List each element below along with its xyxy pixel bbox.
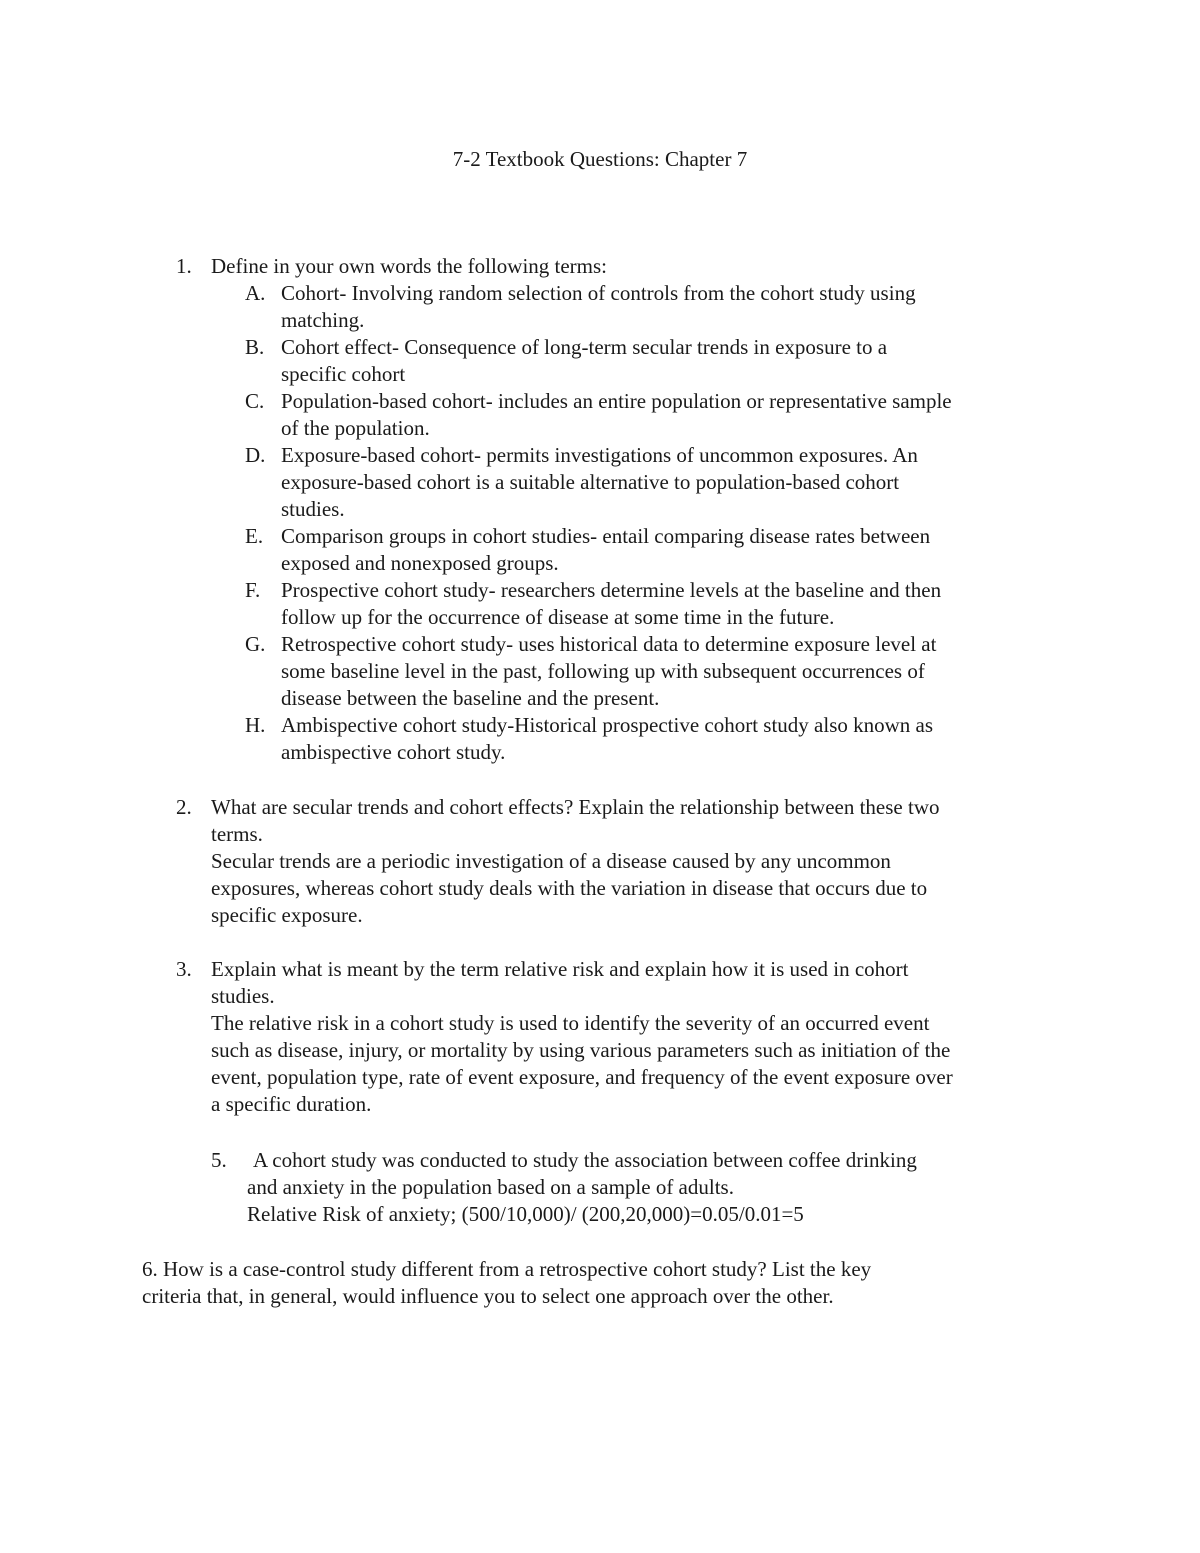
question-5 [211,1147,1071,1237]
item-text: Retrospective cohort study- uses historical data to determine exposure level at some baseline level in the past, following up with subsequent occurrences of disease between the baseline and the present. [281,632,937,710]
question-number: 5. [211,1148,227,1172]
item-letter: F. [245,578,261,602]
question-text: A cohort study was conducted to study the association between coffee drinking and anxiety in the population based on a sample of adults. Relative Risk of anxiety; (500/10,000)/ (200,20,000)=0.05/0.01=5 [247,1148,917,1226]
question-6 [142,1256,1042,1316]
item-letter: D. [245,443,266,467]
item-text: Exposure-based cohort- permits investigations of uncommon exposures. An exposure-based cohort is a suitable alternative to population-based cohort studies. [281,443,918,521]
item-text: Ambispective cohort study-Historical prospective cohort study also known as ambispective cohort study. [281,713,934,764]
item-letter: H. [245,713,266,737]
question-number: 1. [176,254,192,278]
question-prompt: Define in your own words the following terms: [211,254,608,278]
question-2 [176,794,1076,934]
item-letter: G. [245,632,266,656]
item-text: Cohort effect- Consequence of long-term secular trends in exposure to a specific cohort [281,335,888,386]
question-number: 2. [176,795,192,819]
question-text: 6. How is a case-control study different from a retrospective cohort study? List the key criteria that, in general, would influence you to select one approach over the other. [142,1257,872,1308]
question-number: 3. [176,957,192,981]
item-text: Prospective cohort study- researchers determine levels at the baseline and then follow up for the occurrence of disease at some time in the future. [281,578,942,629]
item-text: Population-based cohort- includes an entire population or representative sample of the population. [281,389,952,440]
question-text: Explain what is meant by the term relative risk and explain how it is used in cohort studies. The relative risk in a cohort study is used to identify the severity of an occurred event such as disease, injury, or mortality by using various parameters such as initiation of the event, population type, rate of event exposure, and frequency of the event exposure over a specific duration. [211,957,953,1116]
item-text: Cohort- Involving random selection of controls from the cohort study using matching. [281,281,916,332]
question-3 [176,956,1076,1126]
question-text: What are secular trends and cohort effects? Explain the relationship between these two terms. Secular trends are a periodic investigation of a disease caused by any uncommon exposures, whereas cohort study deals with the variation in disease that occurs due to specific exposure. [211,795,940,927]
item-letter: B. [245,335,265,359]
item-text: Comparison groups in cohort studies- entail comparing disease rates between exposed and nonexposed groups. [281,524,931,575]
item-letter: A. [245,281,266,305]
page-title: 7-2 Textbook Questions: Chapter 7 [452,147,748,171]
item-letter: C. [245,389,265,413]
item-letter: E. [245,524,264,548]
